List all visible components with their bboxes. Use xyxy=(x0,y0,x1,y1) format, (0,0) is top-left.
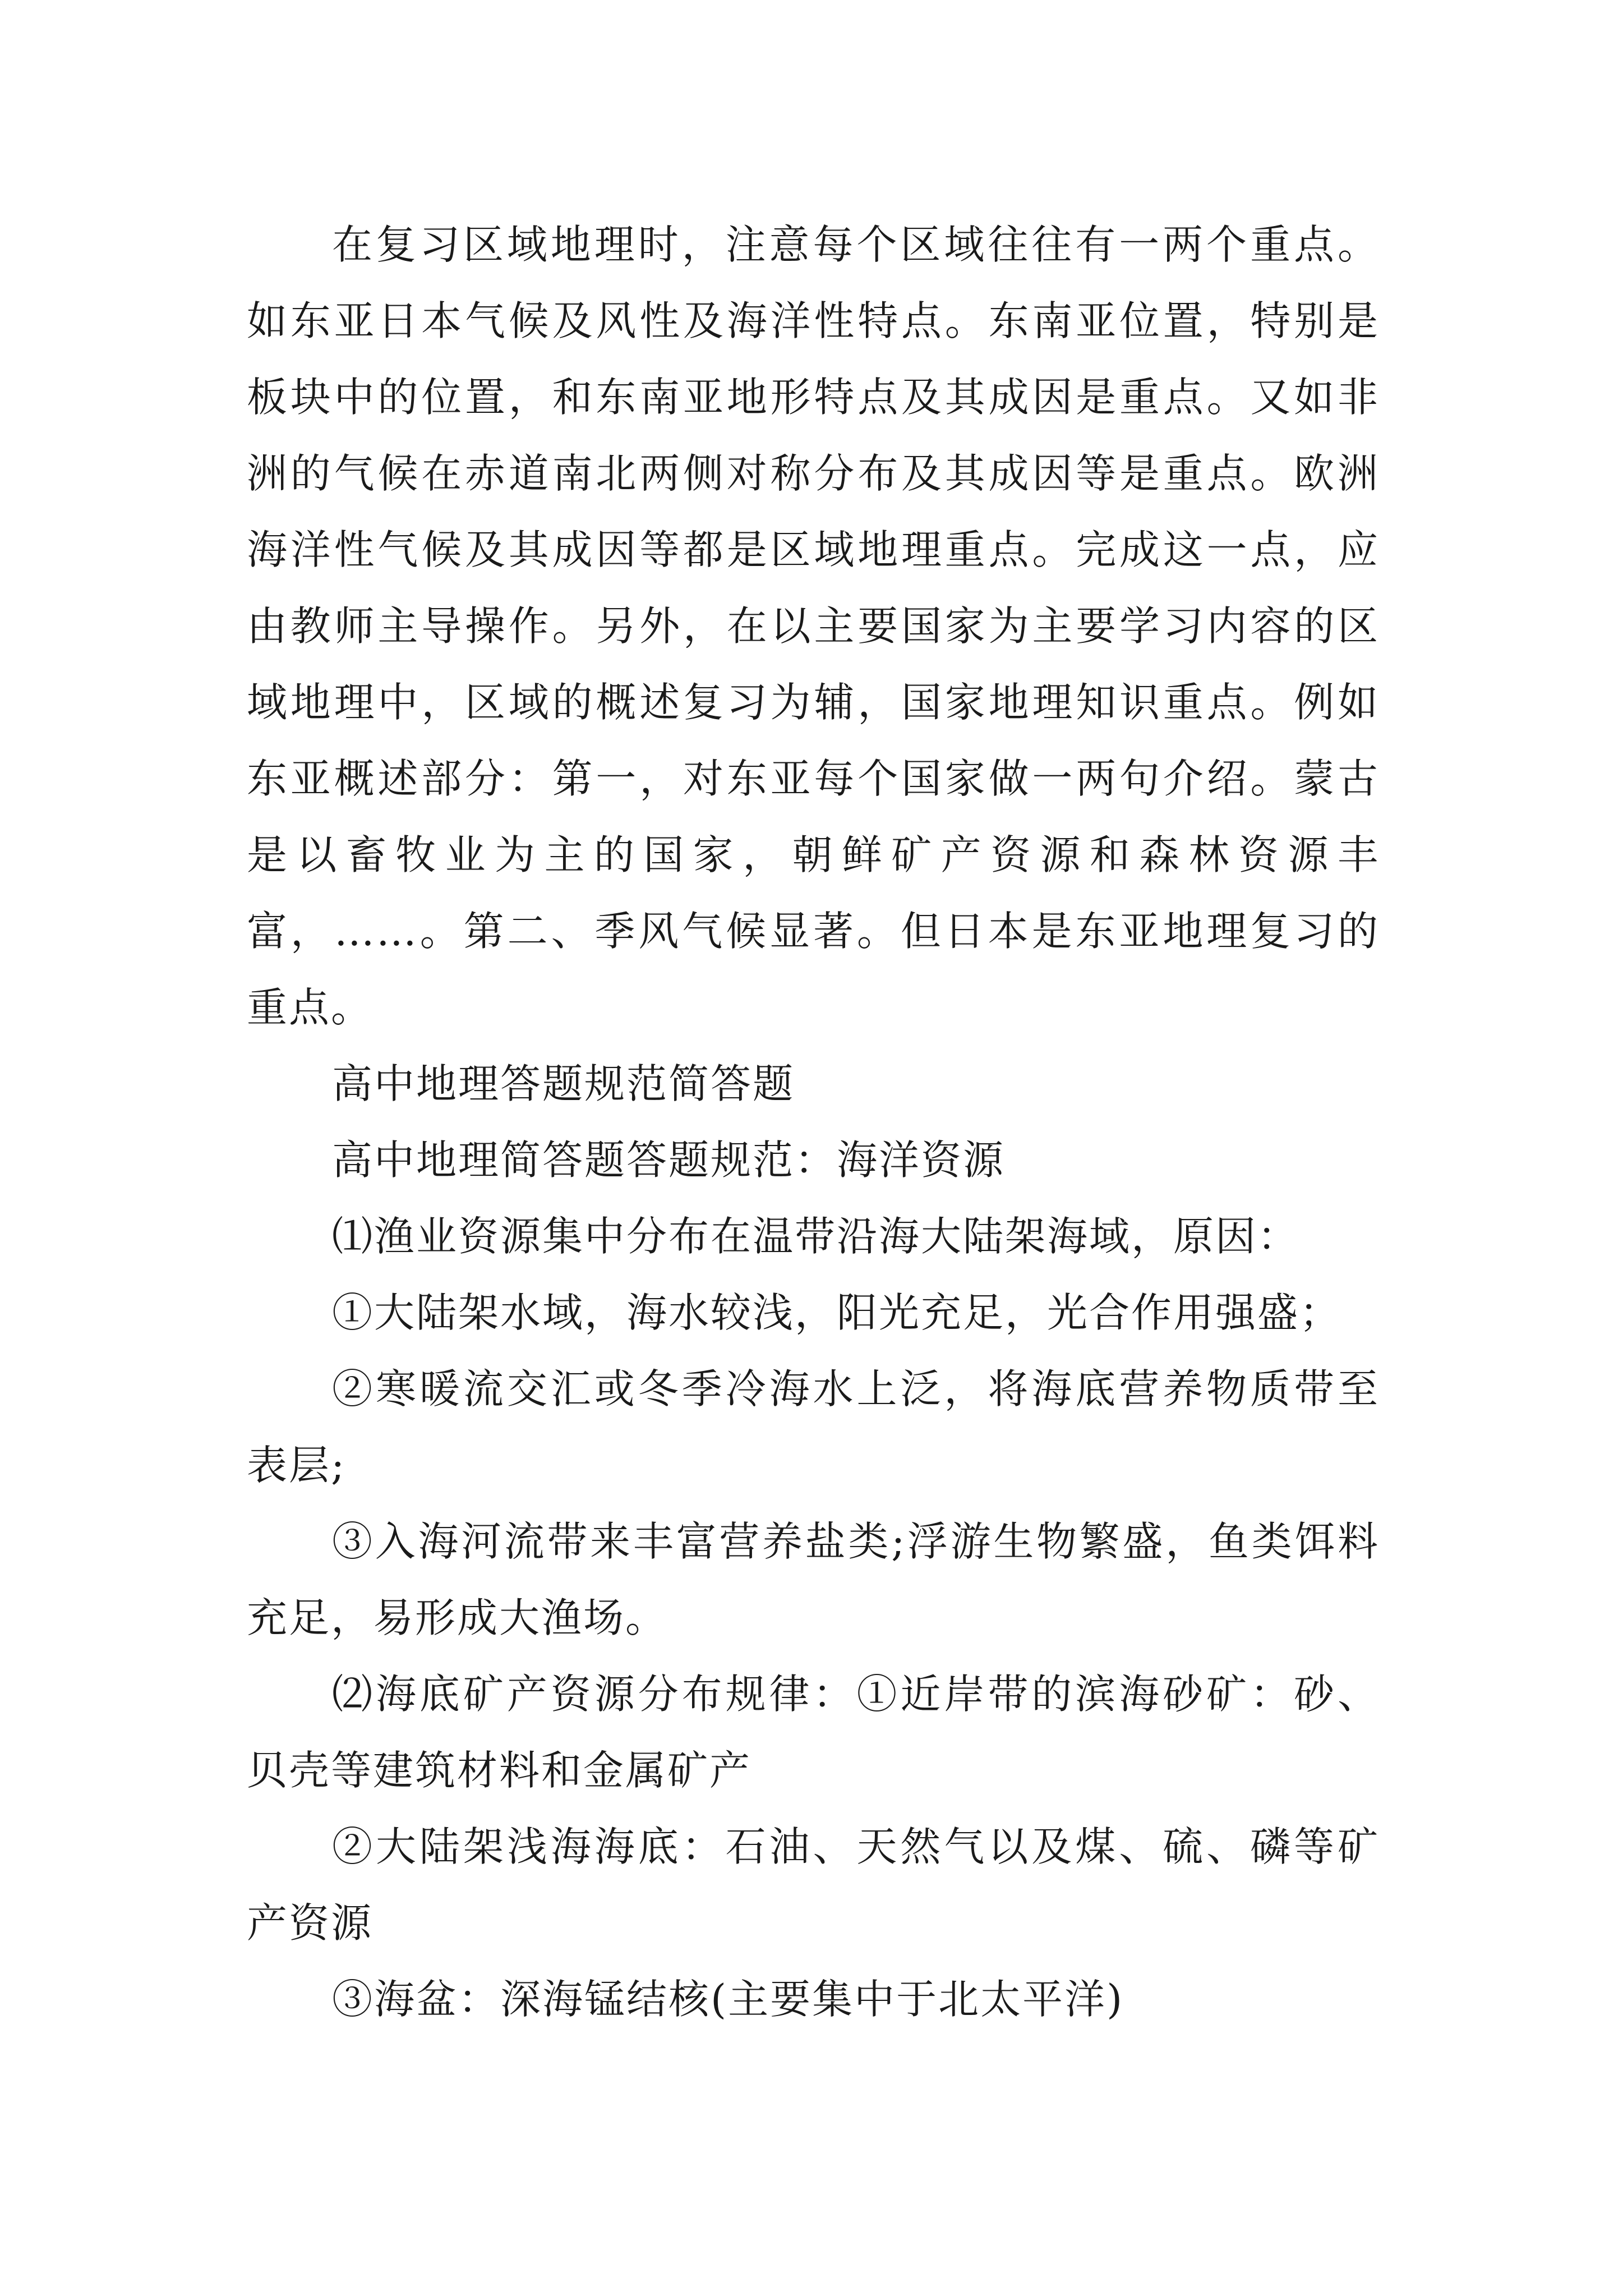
paragraph-fishery-resources: ⑴渔业资源集中分布在温带沿海大陆架海域，原因： xyxy=(332,1213,1300,1260)
list-item-seabed-minerals-3: ③海盆：深海锰结核(主要集中于北太平洋) xyxy=(332,1976,1124,2023)
paragraph-regional-geography-review: 在复习区域地理时，注意每个区域往往有一两个重点。如东亚日本气候及风性及海洋性特点。东南亚位置，特别是板块中的位置，和东南亚地形特点及其成因是重点。又如非洲的气候在赤道南北两侧对称分布及其成因等是重点。欧洲海洋性气候及其成因等都是区域地理重点。完成这一点，应由教师主导操作。另外，在以主要国家为主要学习内容的区域地理中，区域的概述复习为辅，国家地理知识重点。例如东亚概述部分：第一，对东亚每个国家做一两句介绍。蒙古是以畜牧业为主的国家，朝鲜矿产资源和森林资源丰富，……。第二、季风气候显著。但日本是东亚地理复习的重点。 xyxy=(247,221,1380,1031)
list-item-fishery-reason-1: ①大陆架水域，海水较浅，阳光充足，光合作用强盛； xyxy=(332,1289,1342,1336)
list-item-fishery-reason-2: ②寒暖流交汇或冬季冷海水上泛，将海底营养物质带至表层; xyxy=(247,1365,1380,1489)
section-subheading-ocean-resources: 高中地理简答题答题规范：海洋资源 xyxy=(332,1137,1006,1184)
document-body xyxy=(247,206,1380,2037)
paragraph-seabed-minerals: ⑵海底矿产资源分布规律：①近岸带的滨海砂矿：砂、贝壳等建筑材料和金属矿产 xyxy=(247,1671,1380,1794)
list-item-fishery-reason-3: ③入海河流带来丰富营养盐类;浮游生物繁盛，鱼类饵料充足，易形成大渔场。 xyxy=(247,1518,1380,1641)
list-item-seabed-minerals-2: ②大陆架浅海海底：石油、天然气以及煤、硫、磷等矿产资源 xyxy=(247,1823,1380,1947)
section-heading-answer-norms: 高中地理答题规范简答题 xyxy=(332,1060,795,1107)
